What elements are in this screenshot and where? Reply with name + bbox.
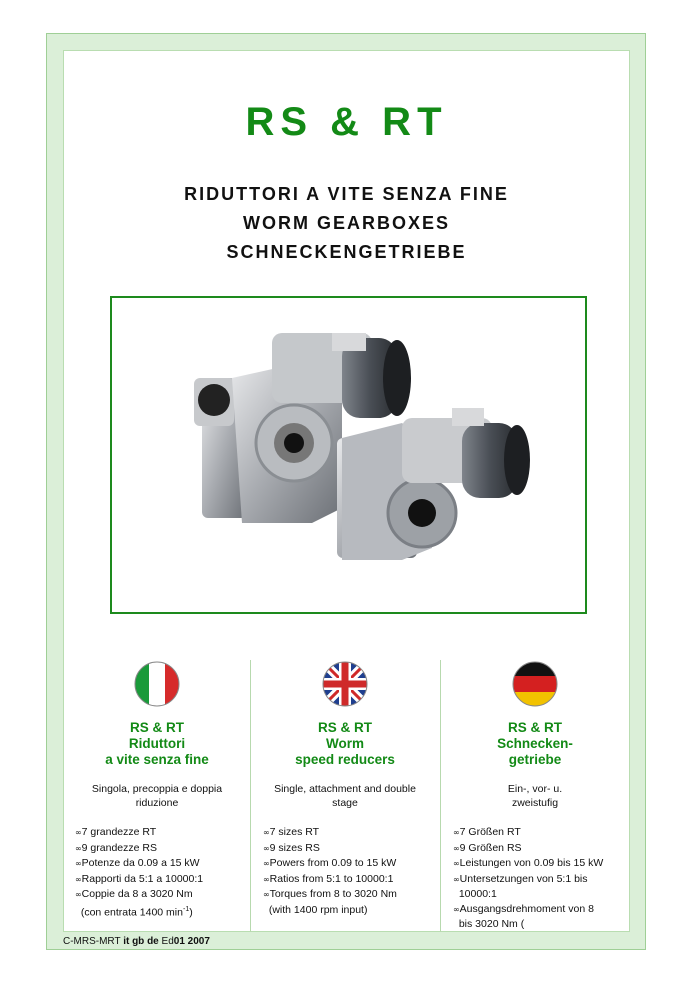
list-item (75, 903, 203, 920)
bullet-icon: ∞ (75, 828, 82, 837)
column-title-german (441, 720, 629, 768)
list-item-text: 9 grandezze RS (81, 841, 157, 854)
footer-code-text: C-MRS-MRT (63, 936, 124, 947)
uk-flag-icon (321, 660, 369, 708)
bullet-icon: ∞ (75, 890, 82, 899)
bullet-icon: ∞ (263, 843, 270, 853)
feature-list-german (453, 825, 603, 932)
list-item-text: (with 1400 rpm input) (263, 903, 368, 916)
bullet-icon: ∞ (263, 874, 270, 884)
list-item-text: Potenze da 0.09 a 15 kW (81, 857, 200, 869)
subtitle-german: SCHNECKENGETRIEBE (226, 242, 467, 262)
list-item-text: 9 Größen RS (459, 841, 522, 854)
list-item (263, 841, 397, 857)
bullet-icon: ∞ (263, 859, 270, 868)
list-item-text: 9 sizes RS (269, 841, 320, 854)
bullet-icon: ∞ (263, 890, 270, 899)
list-item (453, 825, 603, 841)
column-italian (63, 660, 251, 918)
list-item-text: 7 grandezze RT (81, 826, 157, 838)
list-item-text: Ausgangsdrehmoment von 8 (459, 902, 594, 915)
list-item-text: Rapporti da 5:1 a 10000:1 (81, 872, 204, 885)
bullet-icon: ∞ (453, 828, 460, 837)
column-title-line: RS & RT (508, 720, 562, 735)
subtitle-italian: RIDUTTORI A VITE SENZA FINE (184, 184, 509, 204)
list-item (75, 856, 203, 872)
bullet-icon: ∞ (75, 859, 82, 868)
subtitle-english: WORM GEARBOXES (242, 213, 450, 233)
list-item (453, 841, 603, 857)
list-item-text: Powers from 0.09 to 15 kW (269, 857, 397, 869)
column-title-italian (63, 720, 251, 768)
list-item (75, 825, 203, 841)
list-item-text: Coppie da 8 a 3020 Nm (81, 888, 193, 900)
italy-flag-icon (133, 660, 181, 708)
footer-ed-prefix: Ed (158, 936, 174, 947)
column-title-line: getriebe (508, 752, 562, 767)
column-title-line: Riduttori (128, 736, 186, 751)
list-item (453, 902, 603, 918)
bullet-icon: ∞ (453, 859, 460, 868)
column-title-line: a vite senza fine (105, 752, 209, 767)
column-english (251, 660, 439, 916)
list-item-text: 10000:1 (453, 888, 497, 900)
column-description: Ein-, vor- u. zweistufig (507, 783, 563, 809)
bullet-icon: ∞ (453, 904, 460, 914)
list-item (75, 841, 203, 857)
list-item-text: 7 sizes RT (269, 826, 320, 838)
column-title-line: RS & RT (130, 720, 184, 735)
column-description: Single, attachment and double stage (274, 783, 416, 809)
column-title-line: Schnecken- (497, 736, 573, 751)
feature-list-italian (75, 825, 203, 920)
product-photo (110, 296, 587, 614)
list-item-text: Torques from 8 to 3020 Nm (269, 888, 397, 900)
column-german (441, 660, 629, 930)
list-item (263, 856, 397, 872)
germany-flag-icon (511, 660, 559, 708)
column-title-line: speed reducers (295, 752, 395, 767)
right-gearbox (337, 408, 530, 560)
list-item-text: Untersetzungen von 5:1 bis (459, 872, 588, 885)
footer-code (63, 936, 210, 947)
list-item (75, 887, 203, 903)
footer-langs: it gb de (123, 936, 159, 947)
bullet-icon: ∞ (453, 843, 460, 853)
list-item (453, 872, 603, 888)
column-title-english (251, 720, 439, 768)
list-item-text: 7 Größen RT (459, 826, 521, 838)
column-title-line: RS & RT (318, 720, 372, 735)
list-item-text: Ratios from 5:1 to 10000:1 (269, 872, 394, 885)
list-item-text: Leistungen von 0.09 bis 15 kW (459, 857, 604, 869)
superscript: -1 (182, 905, 190, 913)
list-item (75, 872, 203, 888)
list-item (263, 825, 397, 841)
page-title: RS & RT (245, 100, 448, 144)
bullet-icon: ∞ (263, 828, 270, 837)
bullet-icon: ∞ (75, 843, 82, 853)
list-item (453, 887, 603, 902)
bullet-icon: ∞ (453, 874, 460, 884)
list-item-text: (con entrata 1400 min (75, 906, 183, 918)
column-title-line: Worm (325, 736, 364, 751)
bullet-icon: ∞ (75, 874, 82, 884)
footer-edition: 01 2007 (173, 936, 210, 947)
list-item (453, 856, 603, 872)
list-item-text: bis 3020 Nm ( (453, 918, 525, 930)
list-item (263, 903, 397, 918)
closing-paren: ) (189, 906, 193, 918)
list-item (263, 887, 397, 903)
feature-list-english (263, 825, 397, 917)
column-description: Singola, precoppia e doppia riduzione (91, 783, 223, 809)
list-item (263, 872, 397, 888)
gearbox-photo (112, 298, 585, 612)
list-item (453, 917, 603, 932)
